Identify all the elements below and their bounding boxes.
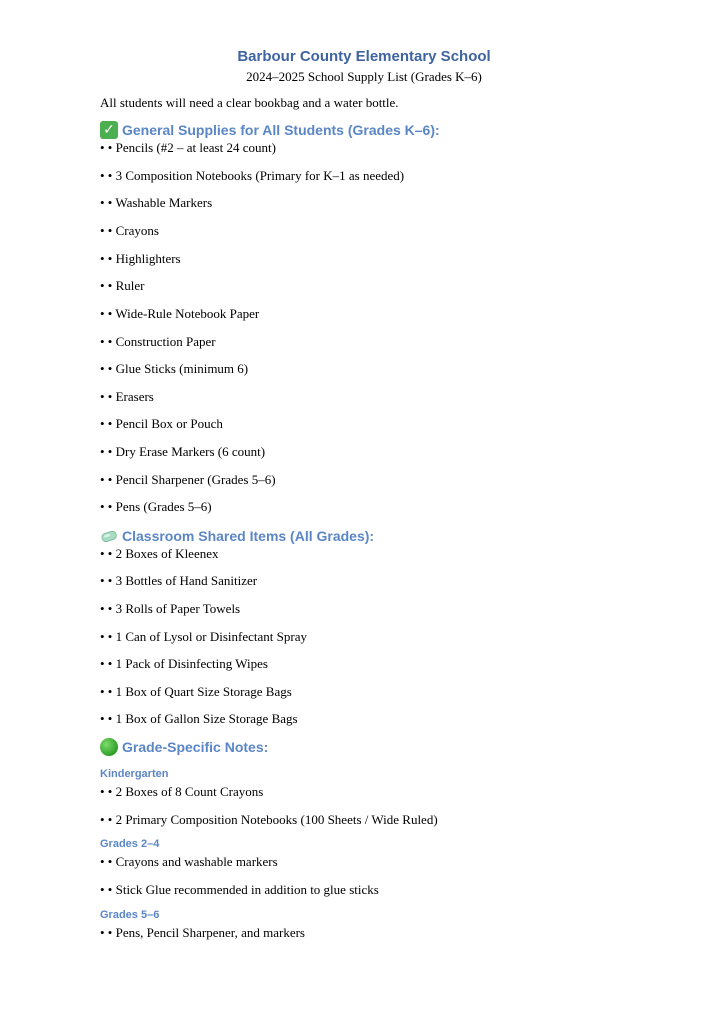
- kindergarten-heading: Kindergarten: [100, 768, 169, 780]
- list-item: • • Dry Erase Markers (6 count): [100, 444, 266, 459]
- green-circle-icon: [100, 738, 118, 756]
- list-item: • • Pens (Grades 5–6): [100, 499, 212, 514]
- list-item: • • Ruler: [100, 278, 145, 293]
- grades-5-6-heading: Grades 5–6: [100, 909, 160, 921]
- list-item: • • 1 Box of Gallon Size Storage Bags: [100, 711, 298, 726]
- grades-2-4-heading: Grades 2–4: [100, 838, 160, 850]
- grade-notes-heading: [100, 738, 268, 756]
- list-item: • • Stick Glue recommended in addition to glue sticks: [100, 882, 379, 897]
- shared-items-heading: [100, 527, 374, 545]
- list-item: • • Glue Sticks (minimum 6): [100, 361, 249, 376]
- list-item: • • Crayons and washable markers: [100, 854, 278, 869]
- list-item: • • 2 Primary Composition Notebooks (100 Sheets / Wide Ruled): [100, 812, 438, 827]
- intro-text: All students will need a clear bookbag and a water bottle.: [100, 95, 399, 110]
- list-item: • • 3 Bottles of Hand Sanitizer: [100, 573, 258, 588]
- soap-bar-icon: [100, 527, 118, 545]
- shared-items-heading-text: Classroom Shared Items (All Grades):: [122, 528, 375, 544]
- list-item: • • 3 Rolls of Paper Towels: [100, 601, 241, 616]
- list-item: • • 2 Boxes of Kleenex: [100, 546, 219, 561]
- list-item: • • Wide-Rule Notebook Paper: [100, 306, 260, 321]
- general-supplies-heading-text: General Supplies for All Students (Grades K–6):: [122, 122, 440, 138]
- grade-notes-heading-text: Grade-Specific Notes:: [122, 739, 269, 755]
- school-title: Barbour County Elementary School: [237, 48, 491, 65]
- list-item: • • 1 Can of Lysol or Disinfectant Spray: [100, 629, 307, 644]
- list-subtitle: 2024–2025 School Supply List (Grades K–6): [246, 69, 482, 84]
- list-item: • • Pens, Pencil Sharpener, and markers: [100, 925, 305, 940]
- list-item: • • Pencils (#2 – at least 24 count): [100, 140, 276, 155]
- check-box-icon: ✓: [100, 121, 118, 139]
- list-item: • • Construction Paper: [100, 334, 216, 349]
- general-supplies-heading: [100, 121, 440, 139]
- list-item: • • Washable Markers: [100, 195, 213, 210]
- list-item: • • 1 Box of Quart Size Storage Bags: [100, 684, 292, 699]
- list-item: • • 3 Composition Notebooks (Primary for K–1 as needed): [100, 168, 405, 183]
- list-item: • • Highlighters: [100, 251, 181, 266]
- list-item: • • 2 Boxes of 8 Count Crayons: [100, 784, 264, 799]
- list-item: • • Erasers: [100, 389, 154, 404]
- list-item: • • Pencil Box or Pouch: [100, 416, 223, 431]
- list-item: • • Crayons: [100, 223, 159, 238]
- list-item: • • Pencil Sharpener (Grades 5–6): [100, 472, 276, 487]
- list-item: • • 1 Pack of Disinfecting Wipes: [100, 656, 268, 671]
